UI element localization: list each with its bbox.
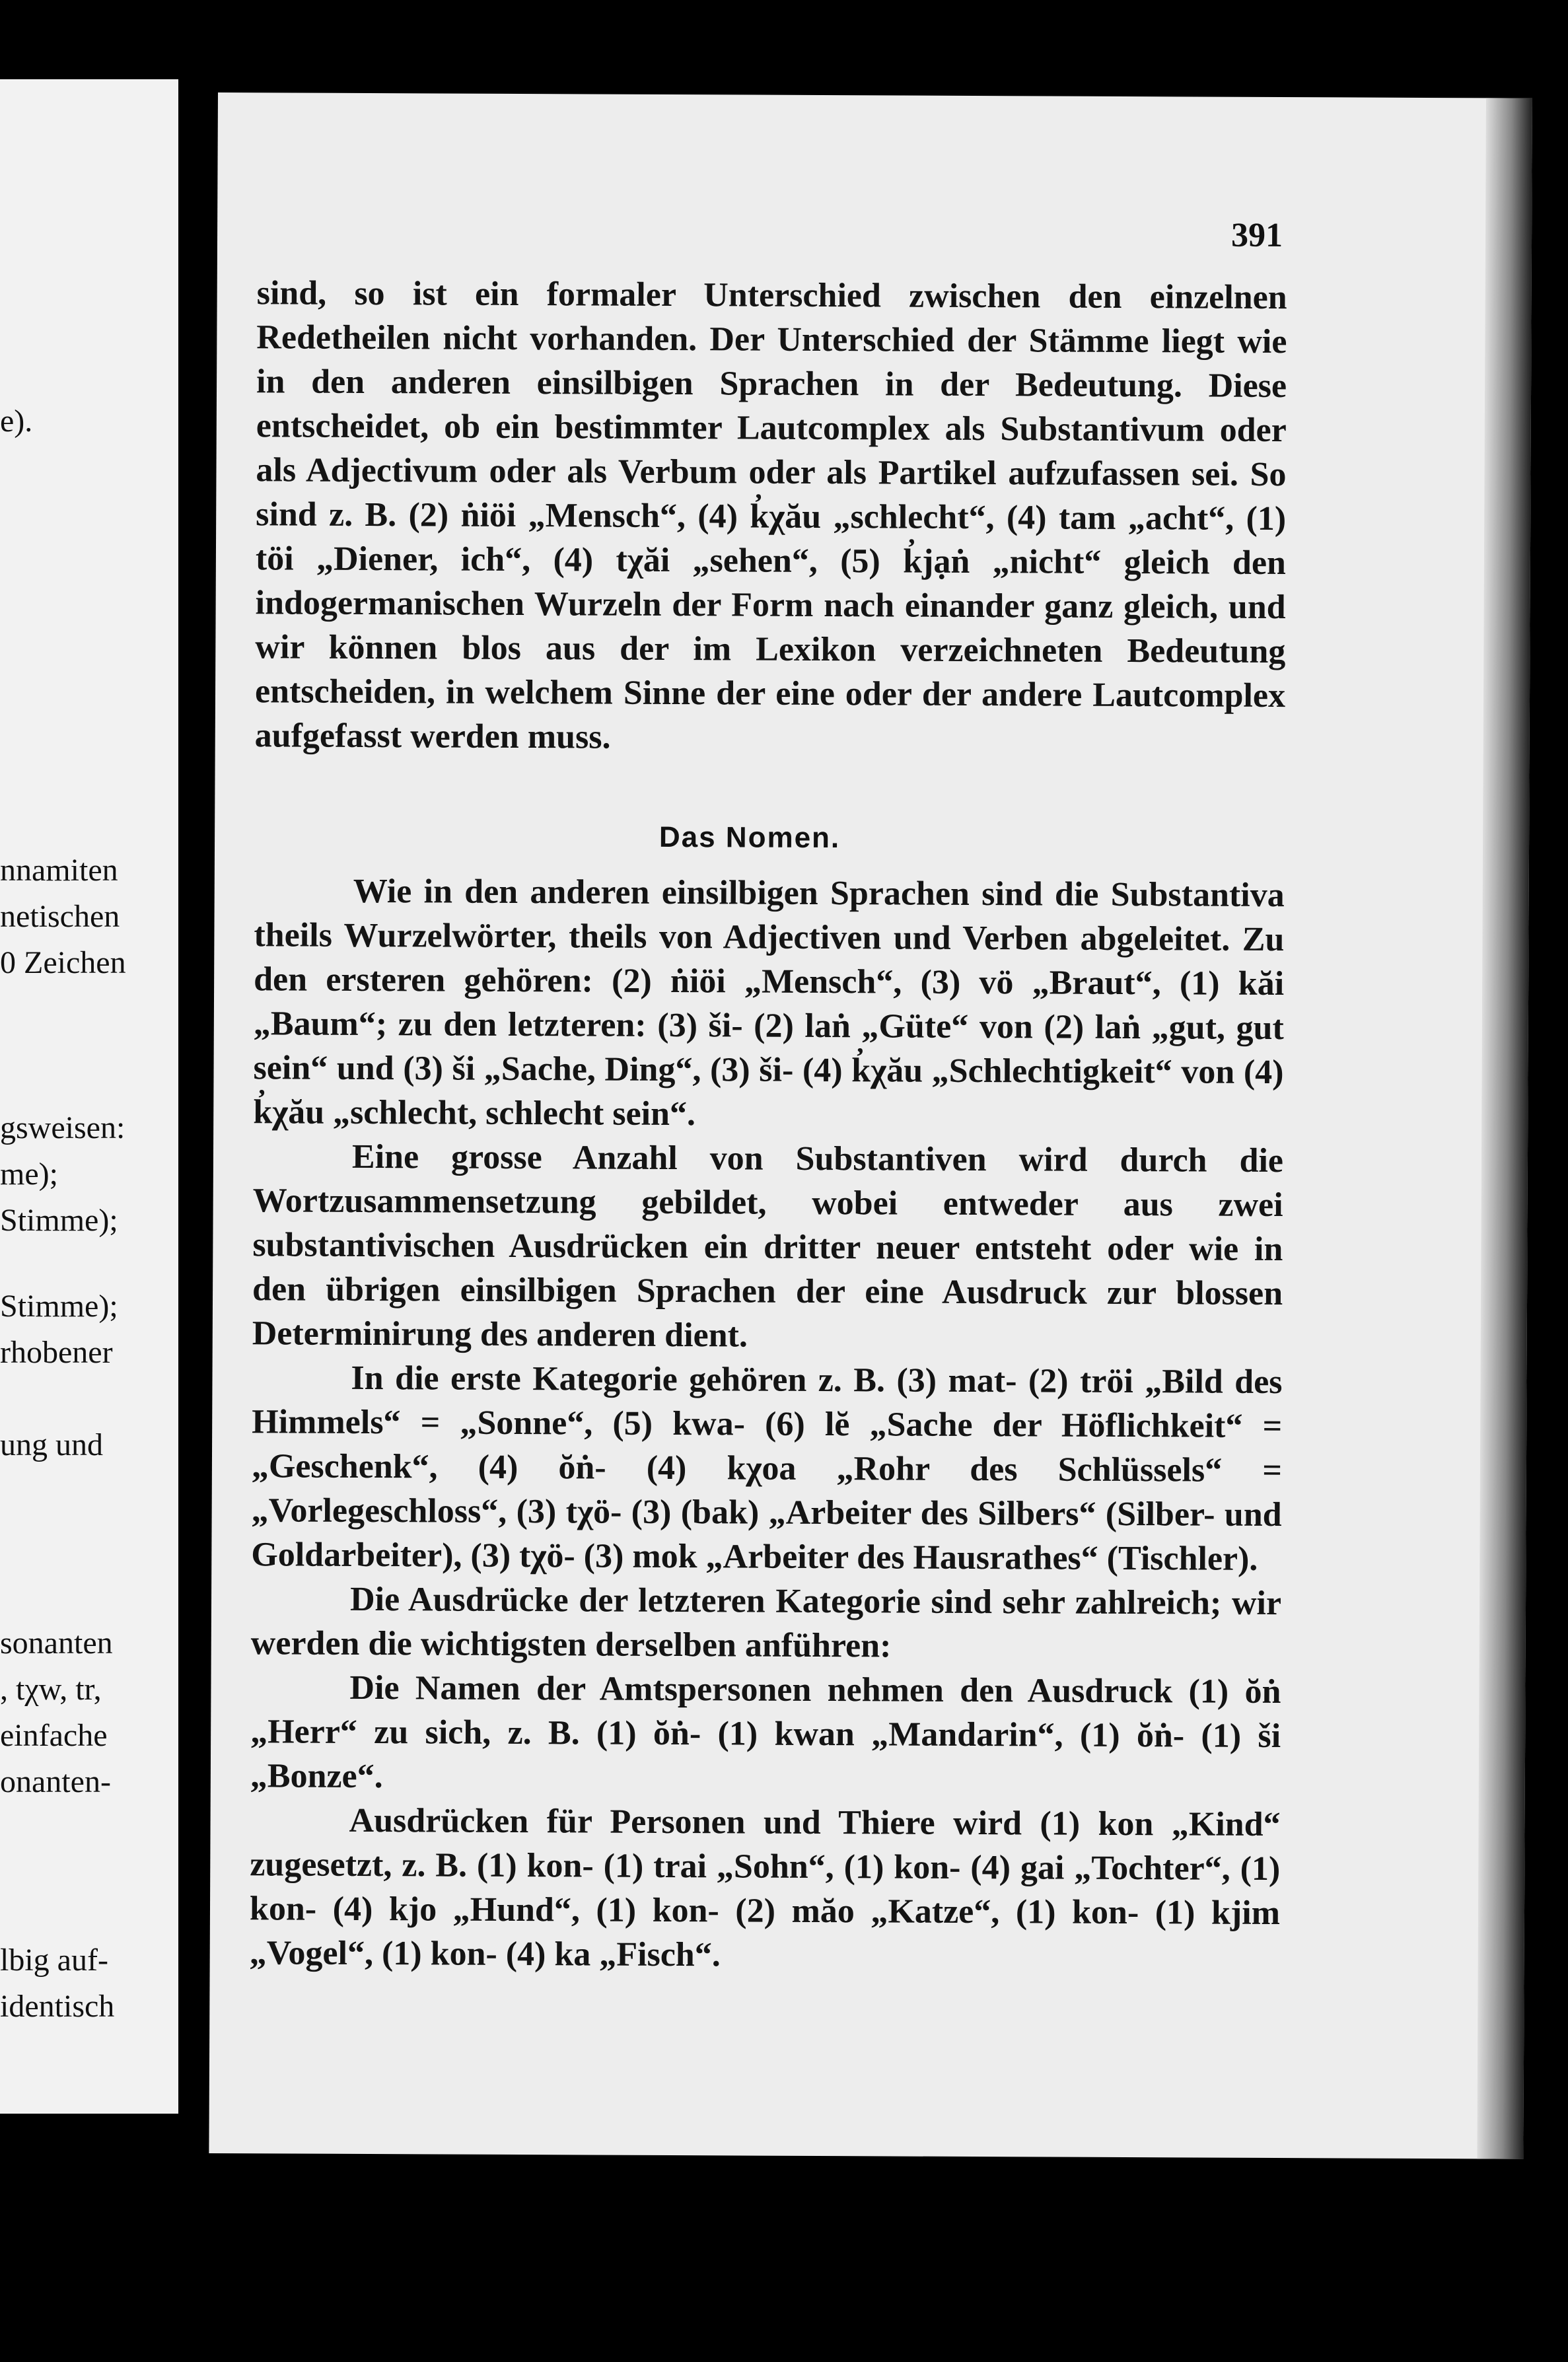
facing-page-text: sonanten xyxy=(0,1626,113,1661)
facing-page-text: Stimme); xyxy=(0,1289,118,1324)
section-paragraph: Die Ausdrücke der letzteren Kategorie sind sehr zahlreich; wir werden die wichtigsten derselben anführen: xyxy=(250,1580,1282,1665)
opening-paragraph xyxy=(255,271,1287,762)
facing-page-text: einfache xyxy=(0,1718,108,1753)
facing-page-text: nnamiten xyxy=(0,853,118,888)
section-heading: Das Nomen. xyxy=(659,820,841,855)
section-paragraph: Wie in den anderen einsilbigen Sprachen sind die Substantiva theils Wurzelwörter, theils von Adjectiven und Verben abgeleitet. Zu den ersteren gehören: (2) ṅiöi „Mensch“, (3) vö „Braut“, (1) kăi „Baum“; zu den letzteren: (3) ši- (2) laṅ „Güte“ von (2) laṅ „gut, gut sein“ und (3) ši „Sache, Ding“, (3) ši- (4) k̓χău „Schlechtigkeit“ von (4) k̓χău „schlecht, schlecht sein“. xyxy=(253,872,1285,1133)
section-paragraph: Eine grosse Anzahl von Substantiven wird durch die Wortzusammensetzung gebildet, wobei entweder aus zwei substantivischen Ausdrücken ein dritter neuer entsteht oder wie in den übrigen einsilbigen Sprachen der eine Ausdruck zur blossen Determinirung des anderen dient. xyxy=(252,1137,1284,1355)
facing-page-text: e). xyxy=(0,404,33,439)
section-body xyxy=(250,869,1285,1980)
section-paragraph: Ausdrücken für Personen und Thiere wird (1) kon „Kind“ zugesetzt, z. B. (1) kon- (1) trai „Sohn“, (1) kon- (4) gai „Tochter“, (1) kon- (4) kjo „Hund“, (1) kon- (2) măo „Katze“, (1) kon- (1) kjim „Vogel“, (1) kon- (4) ka „Fisch“. xyxy=(249,1801,1281,1974)
facing-page-text: ung und xyxy=(0,1427,103,1462)
facing-page-text: Stimme); xyxy=(0,1203,118,1238)
section-paragraph: In die erste Kategorie gehören z. B. (3) mat- (2) tröi „Bild des Himmels“ = „Sonne“, (5) kwa- (6) lĕ „Sache der Höflichkeit“ = „Geschenk“, (4) ŏṅ- (4) kχoa „Rohr des Schlüssels“ = „Vorlegeschloss“, (3) tχö- (3) (bak) „Arbeiter des Silbers“ (Silber- und Goldarbeiter), (3) tχö- (3) mok „Arbeiter des Hausrathes“ (Tischler). xyxy=(251,1359,1283,1578)
page-number: 391 xyxy=(1230,216,1283,255)
facing-page-text: netischen xyxy=(0,899,120,934)
facing-page-text: rhobener xyxy=(0,1335,113,1370)
facing-page-text: identisch xyxy=(0,1989,115,2024)
paragraph-text: sind, so ist ein formaler Unterschied zwischen den einzelnen Redetheilen nicht vorhanden. Der Unterschied der Stämme liegt wie in den anderen einsilbigen Sprachen in der Bedeutung. Diese entscheidet, ob ein bestimmter Lautcomplex als Substantivum oder als Adjectivum oder als Verbum oder als Partikel aufzufassen sei. So sind z. B. (2) ṅiöi „Mensch“, (4) k̓χău „schlecht“, (4) tam „acht“, (1) töi „Diener, ich“, (4) tχăi „sehen“, (5) k̓jạṅ „nicht“ gleich den indogermanischen Wurzeln der Form nach einander ganz gleich, und wir können blos aus der im Lexikon verzeichneten Bedeutung entscheiden, in welchem Sinne der eine oder der andere Lautcomplex aufgefasst werden muss. xyxy=(254,274,1287,756)
book-page xyxy=(209,92,1532,2159)
section-paragraph: Die Namen der Amtspersonen nehmen den Ausdruck (1) ŏṅ „Herr“ zu sich, z. B. (1) ŏṅ- (1) kwan „Mandarin“, (1) ŏṅ- (1) ši „Bonze“. xyxy=(250,1668,1281,1796)
facing-page-text: , tχw, tr, xyxy=(0,1672,102,1707)
facing-page-text: gsweisen: xyxy=(0,1110,125,1145)
page-edge-shadow xyxy=(1477,98,1532,2159)
facing-page-text: 0 Zeichen xyxy=(0,945,126,980)
facing-page-text: me); xyxy=(0,1157,58,1192)
facing-page-text: onanten- xyxy=(0,1764,111,1799)
facing-page-text: lbig auf- xyxy=(0,1943,108,1978)
facing-page-fragment xyxy=(0,79,178,2114)
